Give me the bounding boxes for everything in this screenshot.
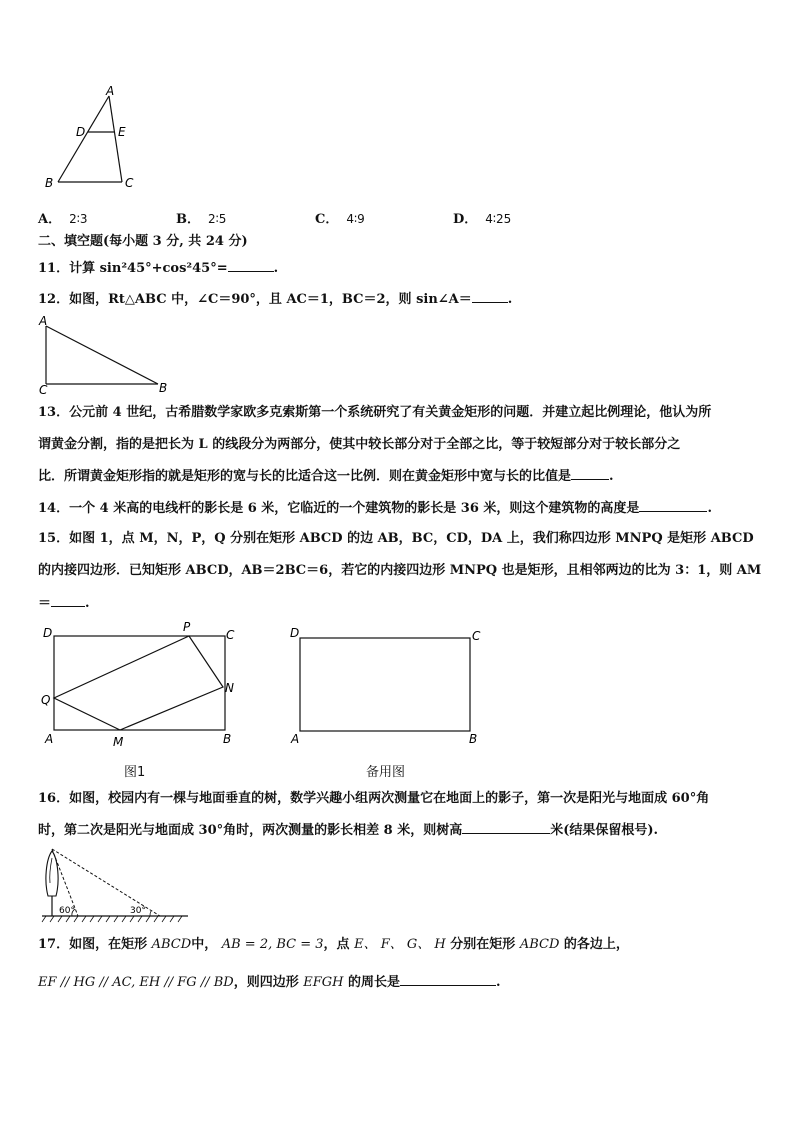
q11-end: . [273,261,279,276]
q16-text: 时，第二次是阳光与地面成 30°角时，两次测量的影长相差 8 米，则树高 [38,823,463,838]
fig12-label-b: B [159,381,168,395]
q17-text-e: ，点 [323,937,350,952]
q13-end: . [609,469,614,484]
choice-value: 4∶25 [485,212,512,226]
q16-end: 米(结果保留根号). [550,823,659,838]
fig15b-label-c: C [472,629,481,643]
choice-b[interactable] [176,208,226,227]
q17-text-i: 的各边上， [563,937,629,952]
q13-answer-blank[interactable] [571,467,609,480]
q11-answer-blank[interactable] [228,259,274,272]
choice-key: B． [176,212,200,227]
fig15b-label-a: A [291,732,300,746]
question-14 [38,499,712,518]
q15-end: . [85,596,90,611]
question-15-line1: 15．如图 1，点 M，N，P，Q 分别在矩形 ABCD 的边 AB，BC，CD，DA 上，我们称四边形 MNPQ 是矩形 ABCD [38,531,754,546]
fig10-label-c: C [125,176,134,190]
q17-points: E、 F、 G、 H [354,937,446,952]
q12-answer-blank[interactable] [472,290,508,303]
fig10-label-e: E [118,125,126,139]
fig15b-label-d: D [290,626,300,640]
q17-text-d: 的周长是 [348,975,401,990]
q12-end: . [507,292,513,307]
question-15-line2: 的内接四边形．已知矩形 ABCD，AB＝2BC＝6，若它的内接四边形 MNPQ 也是矩形，且相邻两边的比为 3：1，则 AM [38,563,762,578]
tree-icon [46,851,58,896]
fig15a-caption: 图1 [124,765,146,780]
question-11 [38,259,278,278]
q17-text-g: 分别在矩形 [450,937,516,952]
q16-figure [38,843,194,927]
q14-end: . [707,501,712,516]
q16-answer-blank[interactable] [462,821,550,834]
choice-a[interactable] [38,208,88,227]
q14-answer-blank[interactable] [639,499,707,512]
q17-text-c: 中， [191,937,218,952]
fig10-label-a: A [106,86,115,98]
question-13-line1: 13．公元前 4 世纪，古希腊数学家欧多克索斯第一个系统研究了有关黄金矩形的问题．并建立起比例理论，他认为所 [38,405,712,420]
q12-text: 12．如图，Rt△ABC 中，∠C＝90°，且 AC＝1，BC＝2，则 sin∠A＝ [38,292,472,307]
q17-quad-name: EFGH [303,975,344,990]
fig15b-caption: 备用图 [366,765,406,780]
q15-text: ＝ [38,596,52,611]
fig15a-label-m: M [113,735,124,749]
fig12-label-c: C [39,383,48,397]
question-16-line1: 16．如图，校园内有一棵与地面垂直的树，数学兴趣小组两次测量它在地面上的影子，第一次是阳光与地面成 60°角 [38,791,710,806]
choice-c[interactable] [315,208,365,227]
choice-key: A． [38,212,62,227]
question-12 [38,290,512,309]
question-17-line1 [38,936,629,954]
q13-text: 比．所谓黄金矩形指的就是矩形的宽与长的比适合这一比例．则在黄金矩形中宽与长的比值是 [38,469,572,484]
fig10-label-b: B [45,176,54,190]
question-15-line3 [38,594,90,613]
fig12-label-a: A [39,316,48,328]
q15-figure-1 [36,618,246,756]
choice-value: 4∶9 [346,212,365,226]
section-heading: 二、填空题(每小题 3 分, 共 24 分) [38,234,248,249]
q17-text-b: ，则四边形 [233,975,299,990]
fig16-angle-60: 60° [59,906,75,916]
q17-answer-blank[interactable] [400,973,496,986]
fig15a-label-c: C [226,628,235,642]
fig10-label-d: D [76,125,86,139]
q17-end: . [496,975,501,990]
choice-d[interactable] [453,208,511,227]
fig15a-label-q: Q [41,693,51,707]
choice-key: C． [315,212,339,227]
question-13-line3 [38,467,614,486]
choice-value: 2∶3 [69,212,88,226]
q11-text: 11．计算 sin²45°+cos²45°= [38,261,228,276]
q17-parallel-conditions: EF // HG // AC, EH // FG // BD [38,975,234,990]
fig15a-label-a: A [45,732,54,746]
q17-lengths: AB = 2, BC = 3 [221,937,324,952]
q12-figure [36,316,176,398]
question-17-line2 [38,973,501,992]
q10-figure [38,86,148,194]
q15-answer-blank[interactable] [51,594,85,607]
question-13-line2: 谓黄金分割，指的是把长为 L 的线段分为两部分，使其中较长部分对于全部之比，等于较短部分对于较长部分之 [38,437,681,452]
choice-value: 2∶5 [208,212,227,226]
q17-rect-name: ABCD [151,937,192,952]
fig15a-label-n: N [225,681,234,695]
choice-key: D． [453,212,478,227]
fig15b-label-b: B [469,732,478,746]
q17-rect-name-2: ABCD [519,937,560,952]
fig15a-label-p: P [183,620,191,634]
fig16-angle-30: 30° [130,906,146,916]
q14-text: 14．一个 4 米高的电线杆的影长是 6 米，它临近的一个建筑物的影长是 36 米，则这个建筑物的高度是 [38,501,640,516]
q15-figure-backup [284,618,494,756]
fig15a-label-b: B [223,732,232,746]
question-16-line2 [38,821,658,840]
q17-text-a: 17．如图，在矩形 [38,937,148,952]
fig15a-label-d: D [43,626,53,640]
